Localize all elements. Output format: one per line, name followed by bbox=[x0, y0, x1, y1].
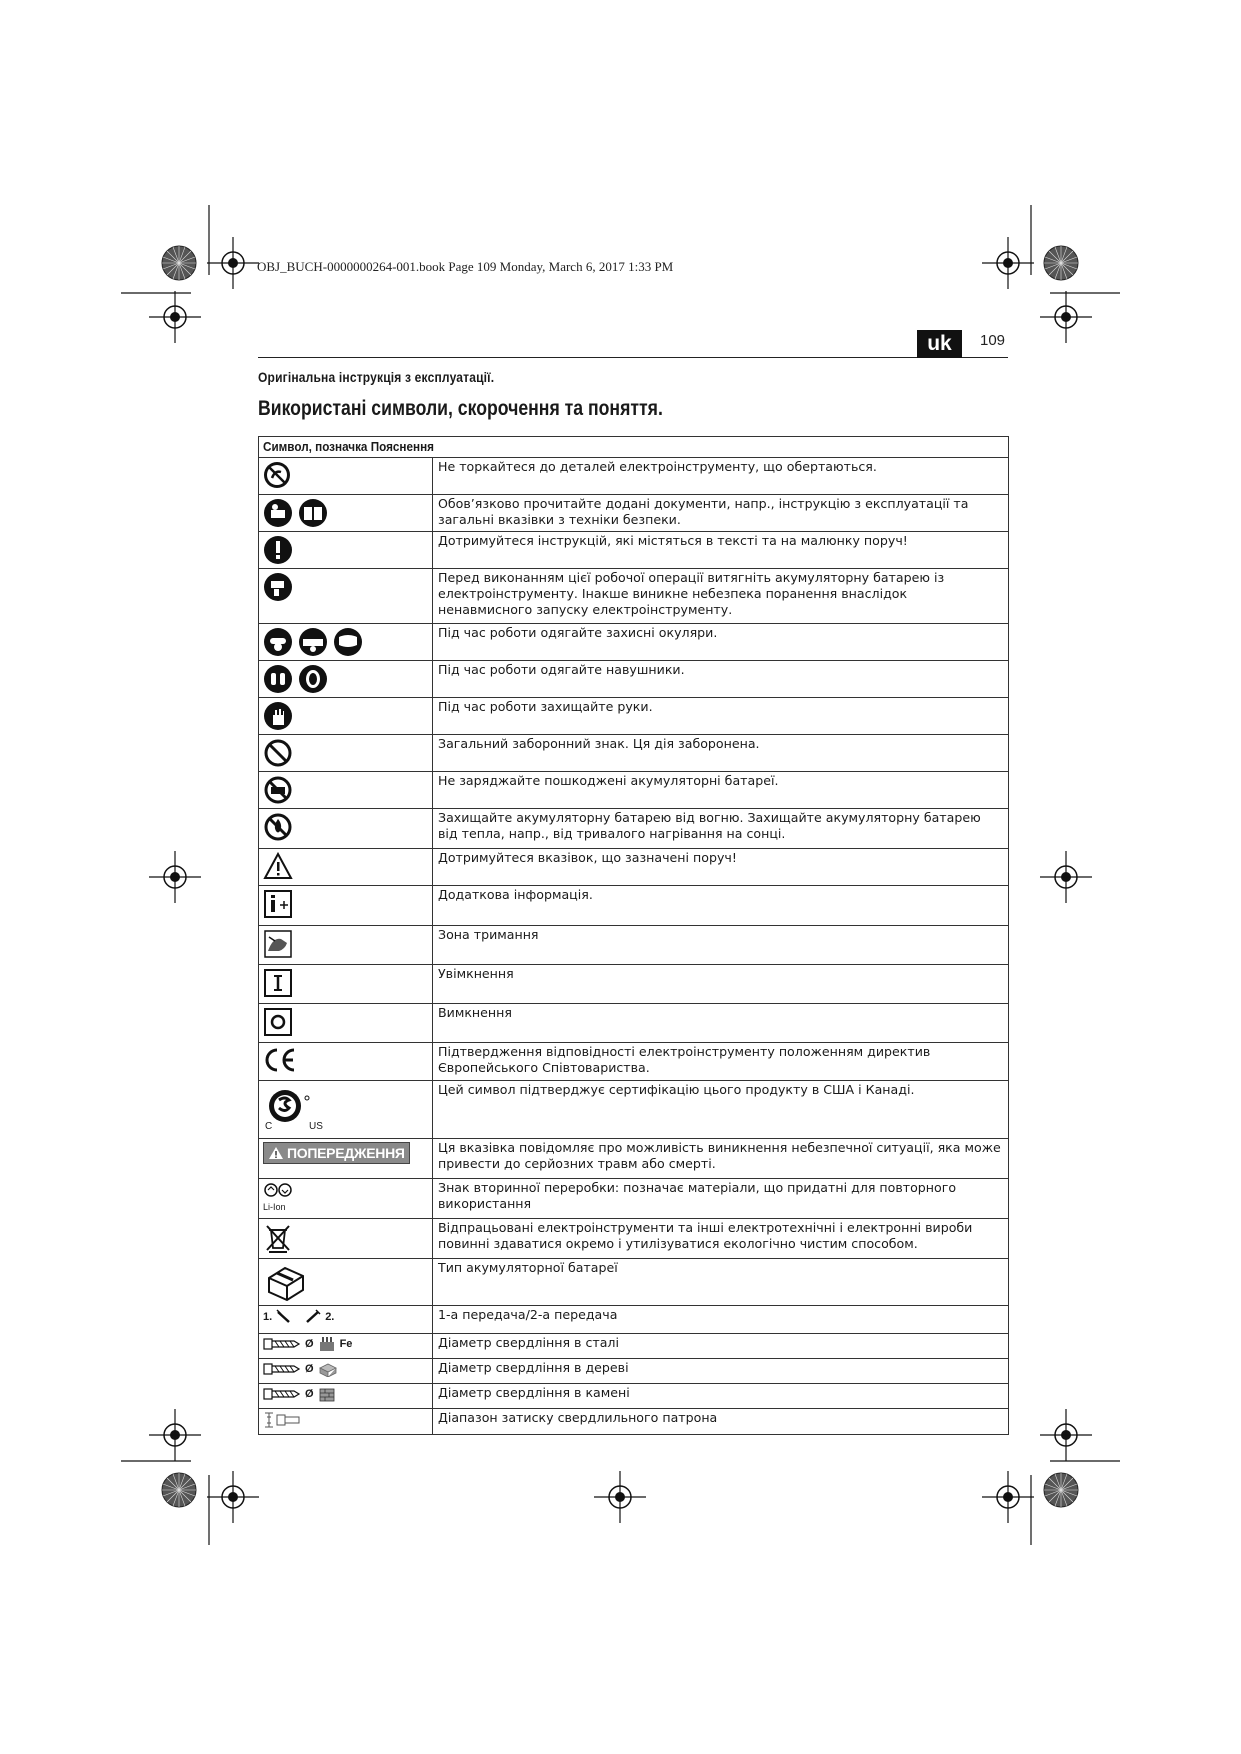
safety-goggles-icon bbox=[263, 627, 363, 657]
document-subtitle: Оригінальна інструкція з експлуатації. bbox=[258, 369, 495, 385]
row-description: Вимкнення bbox=[433, 1004, 1009, 1043]
table-row bbox=[259, 1043, 1009, 1081]
fe-label: Fe bbox=[339, 1338, 353, 1350]
table-row bbox=[259, 1409, 1009, 1435]
row-description: Підтвердження відповідності електроінструменту положенням директив Європейського Співтовариства. bbox=[433, 1043, 1009, 1081]
table-row bbox=[259, 532, 1009, 569]
no-damaged-battery-icon bbox=[263, 775, 293, 805]
warning-triangle-icon bbox=[263, 852, 293, 880]
read-documents-icon bbox=[263, 498, 329, 528]
gear-selection-icon bbox=[304, 1309, 322, 1325]
table-row bbox=[259, 1334, 1009, 1359]
row-description: Під час роботи захищайте руки. bbox=[433, 698, 1009, 735]
row-description: Додаткова інформація. bbox=[433, 886, 1009, 926]
chuck-range-icon bbox=[263, 1411, 303, 1429]
gear1-label: 1. bbox=[263, 1311, 273, 1323]
row-description: Не заряджайте пошкоджені акумуляторні батареї. bbox=[433, 772, 1009, 809]
table-row bbox=[259, 809, 1009, 849]
row-description: Під час роботи одягайте захисні окуляри. bbox=[433, 624, 1009, 661]
table-row bbox=[259, 735, 1009, 772]
table-header-row bbox=[259, 437, 1009, 458]
row-description: Перед виконанням цієї робочої операції витягніть акумуляторну батарею із електроінструменту. Інакше виникне небезпека поранення внаслідок ненавмисного запуску електроінструменту. bbox=[433, 569, 1009, 624]
ear-protection-icon bbox=[263, 664, 329, 694]
drill-bit-icon bbox=[263, 1386, 301, 1402]
ce-mark-icon bbox=[263, 1046, 297, 1074]
table-row bbox=[259, 926, 1009, 965]
table-row bbox=[259, 886, 1009, 926]
exclamation-icon bbox=[263, 535, 293, 565]
row-description: Увімкнення bbox=[433, 965, 1009, 1004]
drill-bit-icon bbox=[263, 1336, 301, 1352]
csa-c-label: C bbox=[265, 1121, 273, 1132]
page-number: 109 bbox=[980, 332, 1006, 349]
battery-type-icon bbox=[263, 1262, 307, 1302]
on-icon bbox=[263, 968, 293, 998]
drill-stone-icon bbox=[318, 1386, 336, 1402]
table-row bbox=[259, 495, 1009, 532]
row-description: Знак вторинної переробки: позначає матеріали, що придатні для повторного використання bbox=[433, 1179, 1009, 1219]
row-description: Діаметр свердління в камені bbox=[433, 1384, 1009, 1409]
info-icon bbox=[263, 889, 293, 919]
drill-bit-icon bbox=[263, 1361, 301, 1377]
gear-selection-icon bbox=[275, 1309, 293, 1325]
drill-wood-icon bbox=[318, 1361, 338, 1377]
symbols-table bbox=[258, 436, 1009, 1435]
row-description: Тип акумуляторної батареї bbox=[433, 1259, 1009, 1306]
table-row bbox=[259, 772, 1009, 809]
language-badge: uk bbox=[917, 330, 962, 358]
table-row bbox=[259, 458, 1009, 495]
table-row bbox=[259, 569, 1009, 624]
row-description: Діаметр свердління в сталі bbox=[433, 1334, 1009, 1359]
gear2-label: 2. bbox=[325, 1311, 335, 1323]
row-description: Обов’язково прочитайте додані документи, напр., інструкцію з експлуатації та загальні вказівки з техніки безпеки. bbox=[433, 495, 1009, 532]
printer-slug: OBJ_BUCH-0000000264-001.book Page 109 Monday, March 6, 2017 1:33 PM bbox=[257, 259, 674, 274]
rotating-parts-icon bbox=[263, 461, 291, 489]
csa-us-label: US bbox=[309, 1121, 323, 1132]
diameter-label: Ø bbox=[305, 1388, 314, 1400]
page-title: Використані символи, скорочення та поняття. bbox=[258, 397, 663, 420]
drill-steel-icon bbox=[318, 1336, 336, 1352]
warning-label-icon bbox=[263, 1142, 410, 1164]
row-description: Загальний заборонний знак. Ця дія заборонена. bbox=[433, 735, 1009, 772]
table-row bbox=[259, 1384, 1009, 1409]
warning-label-text: ПОПЕРЕДЖЕННЯ bbox=[287, 1145, 405, 1161]
diameter-label: Ø bbox=[305, 1363, 314, 1375]
table-row bbox=[259, 1004, 1009, 1043]
table-row bbox=[259, 1306, 1009, 1334]
table-row bbox=[259, 1081, 1009, 1139]
header-rule bbox=[258, 357, 1008, 358]
row-description: Дотримуйтеся вказівок, що зазначені поруч! bbox=[433, 849, 1009, 886]
table-row bbox=[259, 849, 1009, 886]
row-description: Захищайте акумуляторну батарею від вогню. Захищайте акумуляторну батарею від тепла, напр., від тривалого нагрівання на сонці. bbox=[433, 809, 1009, 849]
table-row bbox=[259, 1139, 1009, 1179]
row-description: Не торкайтеся до деталей електроінструменту, що обертаються. bbox=[433, 458, 1009, 495]
row-description: Ця вказівка повідомляє про можливість виникнення небезпечної ситуації, яка може привести до серйозних травм або смерті. bbox=[433, 1139, 1009, 1179]
row-description: Діапазон затиску свердлильного патрона bbox=[433, 1409, 1009, 1435]
row-description: Відпрацьовані електроінструменти та інші електротехнічні і електронні вироби повинні здаватися окремо і утилізуватися екологічно чистим способом. bbox=[433, 1219, 1009, 1259]
row-description: Цей символ підтверджує сертифікацію цього продукту в США і Канаді. bbox=[433, 1081, 1009, 1139]
table-row bbox=[259, 1219, 1009, 1259]
grip-area-icon bbox=[263, 929, 293, 959]
row-description: Зона тримання bbox=[433, 926, 1009, 965]
table-header: Символ, позначка Пояснення bbox=[259, 437, 1009, 458]
table-row bbox=[259, 1359, 1009, 1384]
table-row bbox=[259, 624, 1009, 661]
weee-bin-icon bbox=[263, 1222, 293, 1254]
row-description: 1-а передача/2-а передача bbox=[433, 1306, 1009, 1334]
diameter-label: Ø bbox=[305, 1338, 314, 1350]
table-row bbox=[259, 1259, 1009, 1306]
no-fire-icon bbox=[263, 812, 293, 842]
table-row bbox=[259, 698, 1009, 735]
recycle-icon bbox=[263, 1182, 293, 1204]
row-description: Діаметр свердління в дереві bbox=[433, 1359, 1009, 1384]
table-row bbox=[259, 661, 1009, 698]
gloves-icon bbox=[263, 701, 293, 731]
table-row bbox=[259, 965, 1009, 1004]
prohibition-icon bbox=[263, 738, 293, 768]
li-ion-label: Li-Ion bbox=[263, 1202, 286, 1212]
row-description: Під час роботи одягайте навушники. bbox=[433, 661, 1009, 698]
off-icon bbox=[263, 1007, 293, 1037]
table-row bbox=[259, 1179, 1009, 1219]
remove-battery-icon bbox=[263, 572, 293, 602]
warning-triangle-small-icon bbox=[268, 1146, 284, 1160]
row-description: Дотримуйтеся інструкцій, які містяться в тексті та на малюнку поруч! bbox=[433, 532, 1009, 569]
